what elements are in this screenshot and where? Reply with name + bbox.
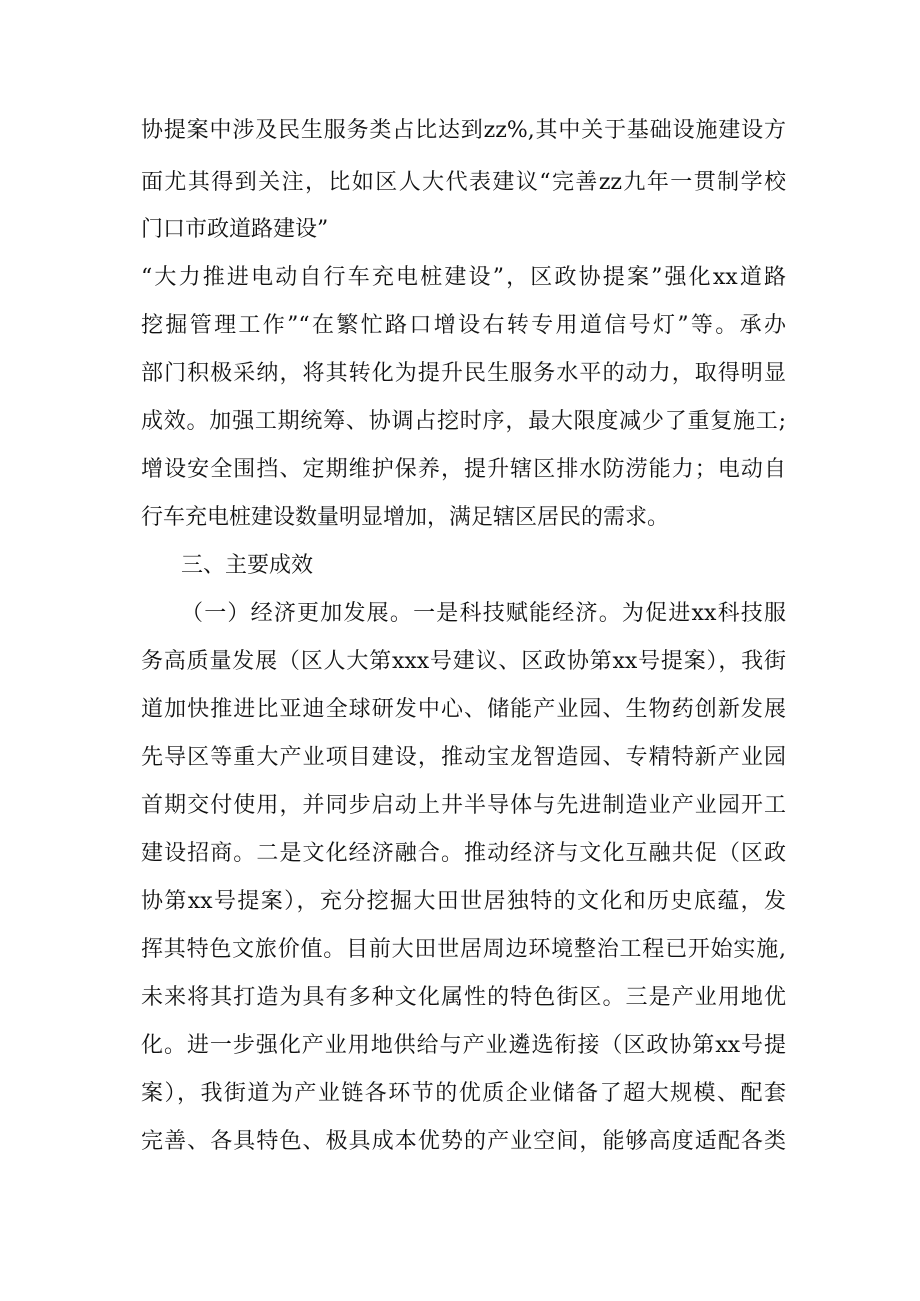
body-text-line: 未来将其打造为具有多种文化属性的特色街区。三是产业用地优 (141, 985, 786, 1010)
body-text-line: 化。进一步强化产业用地供给与产业遴选衔接（区政协第xx号提 (141, 1033, 786, 1058)
body-text-line: 完善、各具特色、极具成本优势的产业空间，能够高度适配各类 (141, 1129, 786, 1154)
body-text-line: 部门积极采纳，将其转化为提升民生服务水平的动力，取得明显 (141, 361, 786, 386)
body-text-line: 成效。加强工期统筹、协调占挖时序，最大限度减少了重复施工; (141, 409, 786, 434)
body-text-line: 面尤其得到关注，比如区人大代表建议“完善zz九年一贯制学校 (141, 170, 786, 195)
body-text-line: 挖掘管理工作”“在繁忙路口增设右转专用道信号灯”等。承办 (141, 313, 786, 338)
body-text-line: 协第xx号提案），充分挖掘大田世居独特的文化和历史底蕴，发 (141, 889, 786, 914)
body-text-line: 挥其特色文旅价值。目前大田世居周边环境整治工程已开始实施, (141, 937, 786, 962)
body-text-line: 案），我街道为产业链各环节的优质企业储备了超大规模、配套 (141, 1081, 786, 1106)
body-text-line: “大力推进电动自行车充电桩建设”，区政协提案”强化xx道路 (141, 265, 786, 290)
section-heading: 三、主要成效 (181, 553, 314, 578)
body-text-line: 建设招商。二是文化经济融合。推动经济与文化互融共促（区政 (141, 841, 786, 866)
body-text-line: 门口市政道路建设” (141, 217, 329, 242)
body-text-line: 先导区等重大产业项目建设，推动宝龙智造园、专精特新产业园 (141, 745, 786, 770)
subsection-first-line: （一）经济更加发展。一是科技赋能经济。为促进xx科技服 (181, 601, 786, 626)
body-text-line: 增设安全围挡、定期维护保养，提升辖区排水防涝能力；电动自 (141, 457, 786, 482)
body-text-line: 行车充电桩建设数量明显增加，满足辖区居民的需求。 (141, 505, 670, 530)
body-text-line: 道加快推进比亚迪全球研发中心、储能产业园、生物药创新发展 (141, 697, 786, 722)
body-text-line: 协提案中涉及民生服务类占比达到zz%,其中关于基础设施建设方 (141, 118, 786, 143)
body-text-line: 务高质量发展（区人大第xxx号建议、区政协第xx号提案），我街 (141, 649, 786, 674)
body-text-line: 首期交付使用，并同步启动上井半导体与先进制造业产业园开工 (141, 793, 786, 818)
